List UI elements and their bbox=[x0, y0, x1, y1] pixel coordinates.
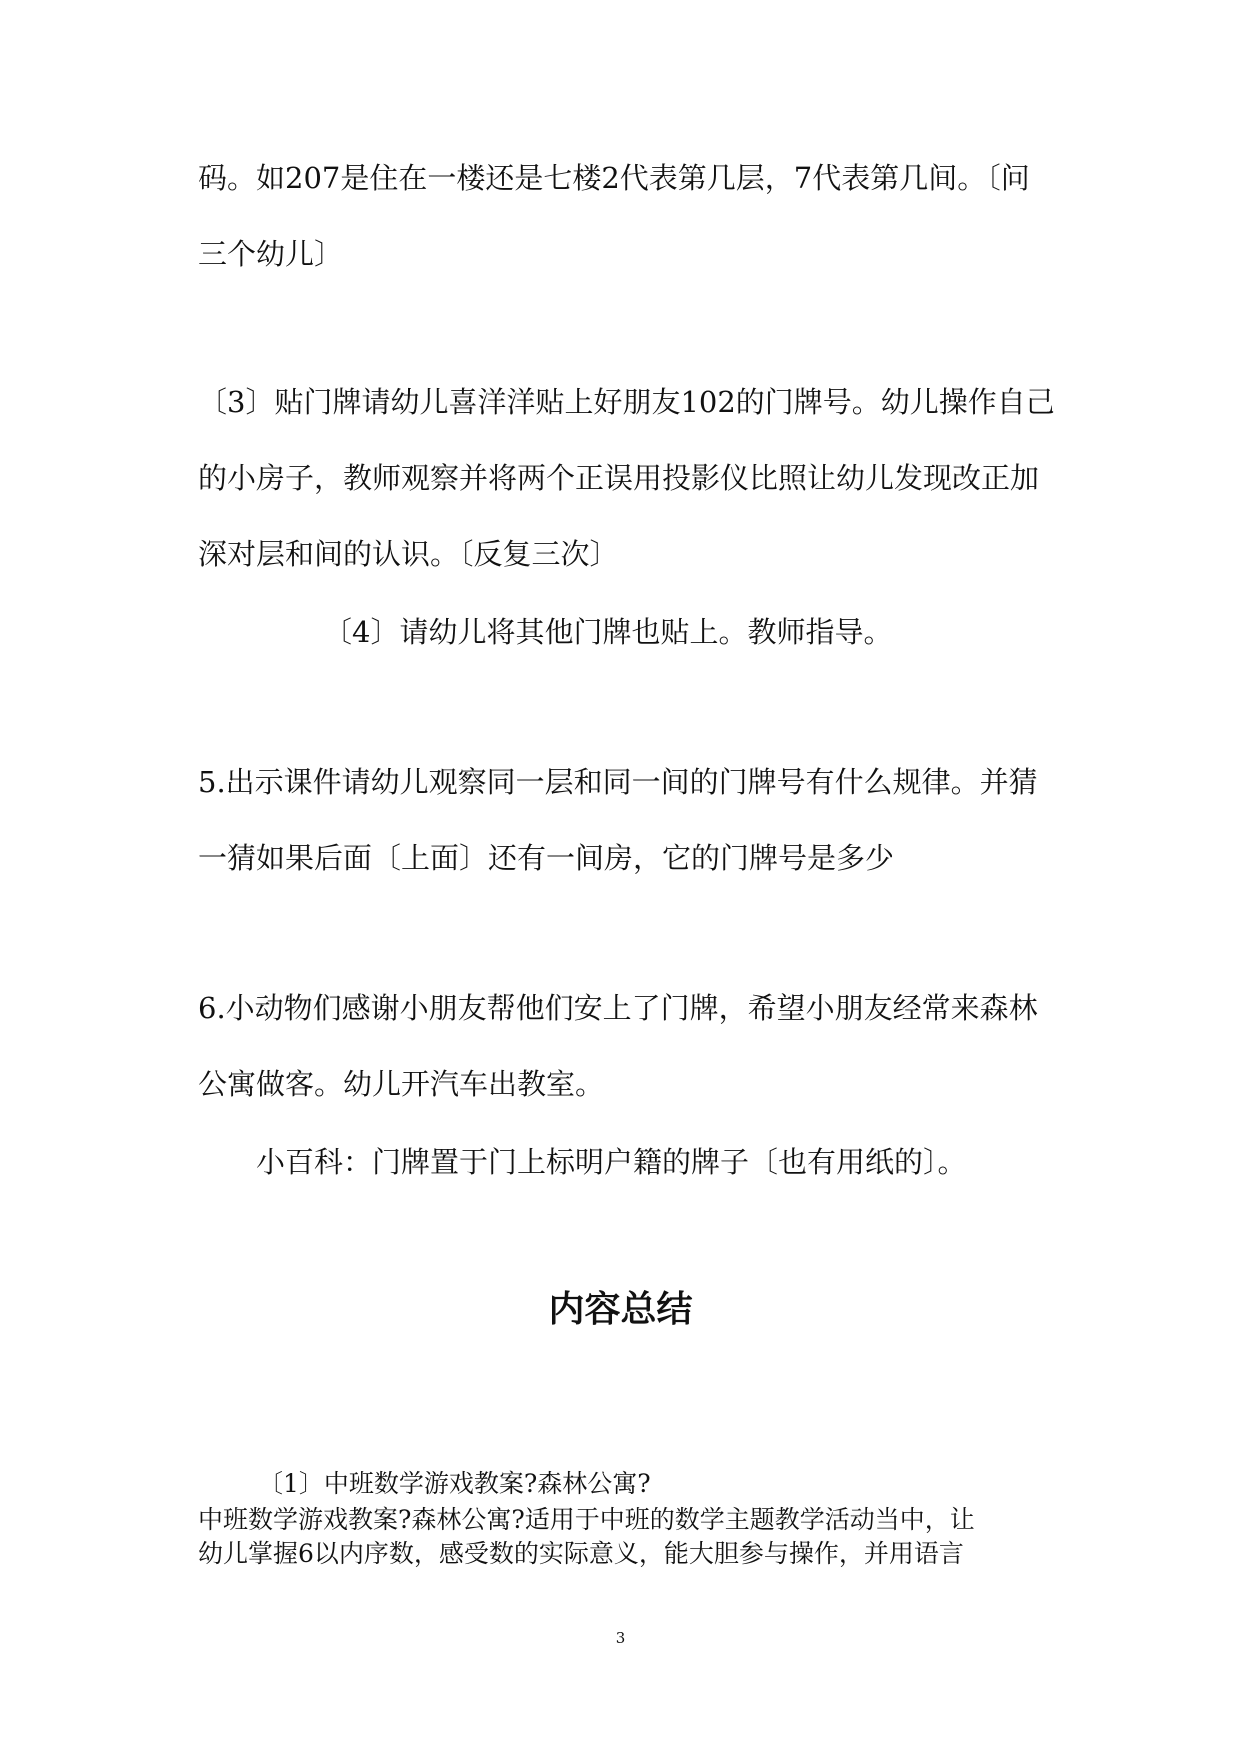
summary-title: 内容总结 bbox=[548, 1289, 693, 1330]
body-line-9: 6.小动物们感谢小朋友帮他们安上了门牌，希望小朋友经常来森林 bbox=[198, 991, 1038, 1025]
body-line-7: 5.出示课件请幼儿观察同一层和同一间的门牌号有什么规律。并猜 bbox=[198, 765, 1038, 799]
body-line-5: 深对层和间的认识。〔反复三次〕 bbox=[198, 537, 619, 571]
body-line-2: 三个幼儿〕 bbox=[198, 237, 344, 271]
summary-line-2: 中班数学游戏教案?森林公寓?适用于中班的数学主题教学活动当中，让 bbox=[198, 1505, 975, 1534]
summary-line-1: 〔1〕中班数学游戏教案?森林公寓? bbox=[258, 1469, 651, 1498]
body-line-4: 的小房子，教师观察并将两个正误用投影仪比照让幼儿发现改正加 bbox=[198, 461, 1040, 495]
body-line-6: 〔4〕请幼儿将其他门牌也贴上。教师指导。 bbox=[323, 615, 893, 649]
body-line-1: 码。如207是住在一楼还是七楼2代表第几层，7代表第几间。〔问 bbox=[198, 161, 1030, 195]
body-line-10: 公寓做客。幼儿开汽车出教室。 bbox=[198, 1067, 605, 1101]
body-line-8: 一猜如果后面〔上面〕还有一间房，它的门牌号是多少 bbox=[198, 841, 895, 875]
page-number: 3 bbox=[615, 1629, 626, 1647]
body-line-3: 〔3〕贴门牌请幼儿喜洋洋贴上好朋友102的门牌号。幼儿操作自己 bbox=[198, 385, 1055, 419]
body-line-11: 小百科：门牌置于门上标明户籍的牌子〔也有用纸的〕。 bbox=[256, 1145, 967, 1179]
summary-line-3: 幼儿掌握6以内序数，感受数的实际意义，能大胆参与操作，并用语言 bbox=[198, 1539, 964, 1568]
